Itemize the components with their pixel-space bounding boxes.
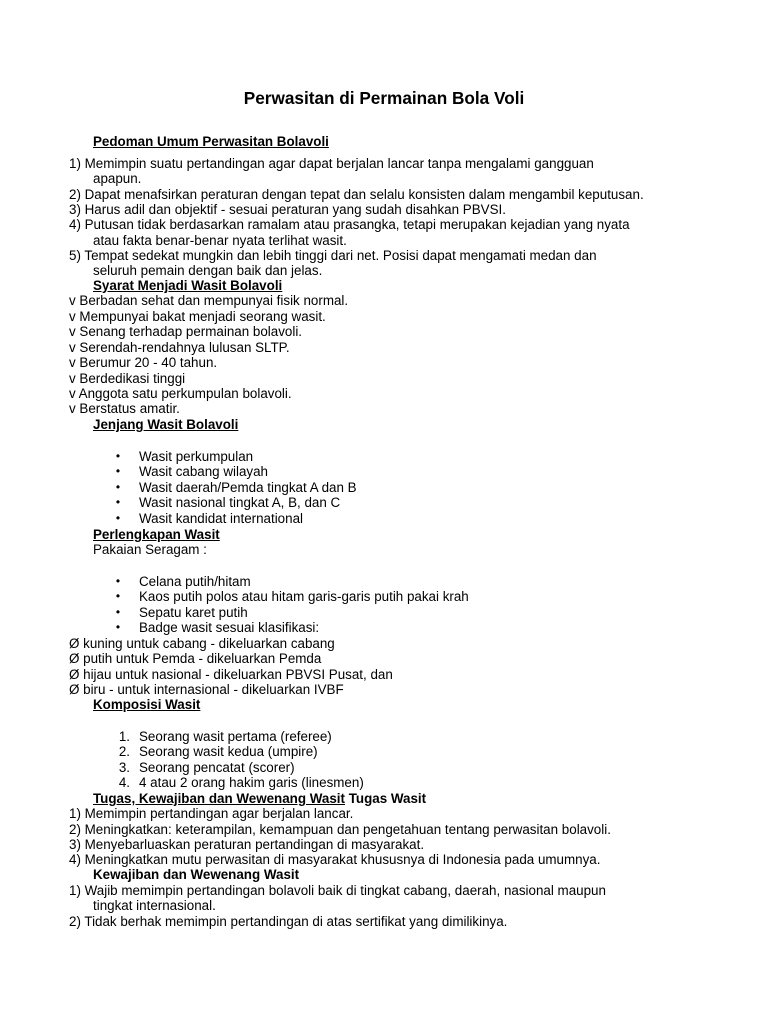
- badge-item: Ø kuning untuk cabang - dikeluarkan cabang: [69, 636, 335, 651]
- pedoman-item-5: 5) Tempat sedekat mungkin dan lebih tinggi dari net. Posisi dapat mengamati medan dan: [69, 248, 597, 263]
- bullet-icon: •: [115, 449, 121, 463]
- bullet-icon: •: [115, 589, 121, 603]
- tugas-item: 1) Memimpin pertandingan agar berjalan lancar.: [69, 806, 354, 821]
- bullet-icon: •: [115, 464, 121, 478]
- syarat-item: v Berbadan sehat dan mempunyai fisik normal.: [69, 293, 349, 308]
- bullet-icon: •: [115, 511, 121, 525]
- perlengkapan-item: Badge wasit sesuai klasifikasi:: [139, 620, 320, 635]
- komposisi-item: Seorang wasit pertama (referee): [139, 729, 332, 744]
- komposisi-item: Seorang wasit kedua (umpire): [139, 744, 318, 759]
- badge-item: Ø biru - untuk internasional - dikeluarkan IVBF: [69, 682, 344, 697]
- jenjang-item: Wasit nasional tingkat A, B, dan C: [139, 495, 341, 510]
- pedoman-item-5-cont: seluruh pemain dengan baik dan jelas.: [93, 263, 323, 278]
- pedoman-item-1: 1) Memimpin suatu pertandingan agar dapat berjalan lancar tanpa mengalami gangguan: [69, 156, 594, 171]
- list-number: 2.: [118, 744, 130, 759]
- perlengkapan-subheading: Pakaian Seragam :: [93, 542, 207, 557]
- syarat-item: v Serendah-rendahnya lulusan SLTP.: [69, 340, 290, 355]
- kewajiban-item-1: 1) Wajib memimpin pertandingan bolavoli baik di tingkat cabang, daerah, nasional maupun: [69, 883, 606, 898]
- komposisi-item: 4 atau 2 orang hakim garis (linesmen): [139, 775, 364, 790]
- section-heading-syarat: Syarat Menjadi Wasit Bolavoli: [93, 278, 283, 293]
- jenjang-item: Wasit kandidat international: [139, 511, 304, 526]
- bullet-icon: •: [115, 480, 121, 494]
- kewajiban-item-1-cont: tingkat internasional.: [93, 898, 216, 913]
- pedoman-item-1-cont: apapun.: [93, 171, 142, 186]
- document-title: Perwasitan di Permainan Bola Voli: [243, 88, 525, 108]
- syarat-item: v Berstatus amatir.: [69, 401, 180, 416]
- badge-item: Ø hijau untuk nasional - dikeluarkan PBVSI Pusat, dan: [69, 667, 393, 682]
- section-heading-perlengkapan: Perlengkapan Wasit: [93, 527, 220, 542]
- bullet-icon: •: [115, 574, 121, 588]
- section-heading-tugas: [93, 791, 426, 806]
- perlengkapan-item: Kaos putih polos atau hitam garis-garis putih pakai krah: [139, 589, 469, 604]
- list-number: 1.: [118, 729, 130, 744]
- section-heading-jenjang: Jenjang Wasit Bolavoli: [93, 417, 239, 432]
- syarat-item: v Senang terhadap permainan bolavoli.: [69, 324, 303, 339]
- syarat-item: v Berumur 20 - 40 tahun.: [69, 355, 218, 370]
- bullet-icon: •: [115, 495, 121, 509]
- tugas-heading-underlined: Tugas, Kewajiban dan Wewenang Wasit: [93, 791, 345, 806]
- jenjang-item: Wasit cabang wilayah: [139, 464, 269, 479]
- bullet-icon: •: [115, 605, 121, 619]
- syarat-item: v Berdedikasi tinggi: [69, 371, 186, 386]
- pedoman-item-3: 3) Harus adil dan objektif - sesuai peraturan yang sudah disahkan PBVSI.: [69, 202, 506, 217]
- bullet-icon: •: [115, 620, 121, 634]
- perlengkapan-item: Celana putih/hitam: [139, 574, 251, 589]
- list-number: 3.: [118, 760, 130, 775]
- tugas-item: 3) Menyebarluaskan peraturan pertandingan di masyarakat.: [69, 837, 425, 852]
- pedoman-item-4-cont: atau fakta benar-benar nyata terlihat wasit.: [93, 233, 347, 248]
- section-heading-pedoman: Pedoman Umum Perwasitan Bolavoli: [93, 134, 329, 149]
- tugas-item: 4) Meningkatkan mutu perwasitan di masyarakat khususnya di Indonesia pada umumnya.: [69, 852, 601, 867]
- jenjang-item: Wasit perkumpulan: [139, 449, 254, 464]
- perlengkapan-item: Sepatu karet putih: [139, 605, 248, 620]
- kewajiban-item-2: 2) Tidak berhak memimpin pertandingan di atas sertifikat yang dimilikinya.: [69, 914, 508, 929]
- syarat-item: v Anggota satu perkumpulan bolavoli.: [69, 386, 292, 401]
- jenjang-item: Wasit daerah/Pemda tingkat A dan B: [139, 480, 357, 495]
- section-heading-kewajiban: Kewajiban dan Wewenang Wasit: [93, 867, 300, 882]
- badge-item: Ø putih untuk Pemda - dikeluarkan Pemda: [69, 651, 322, 666]
- tugas-item: 2) Meningkatkan: keterampilan, kemampuan dan pengetahuan tentang perwasitan bolavoli.: [69, 822, 611, 837]
- section-heading-komposisi: Komposisi Wasit: [93, 697, 201, 712]
- list-number: 4.: [118, 775, 130, 790]
- syarat-item: v Mempunyai bakat menjadi seorang wasit.: [69, 309, 326, 324]
- tugas-heading-rest: Tugas Wasit: [344, 791, 427, 806]
- pedoman-item-2: 2) Dapat menafsirkan peraturan dengan tepat dan selalu konsisten dalam mengambil keputusan.: [69, 187, 644, 202]
- pedoman-item-4: 4) Putusan tidak berdasarkan ramalam atau prasangka, tetapi merupakan kejadian yang nyata: [69, 217, 630, 232]
- komposisi-item: Seorang pencatat (scorer): [139, 760, 295, 775]
